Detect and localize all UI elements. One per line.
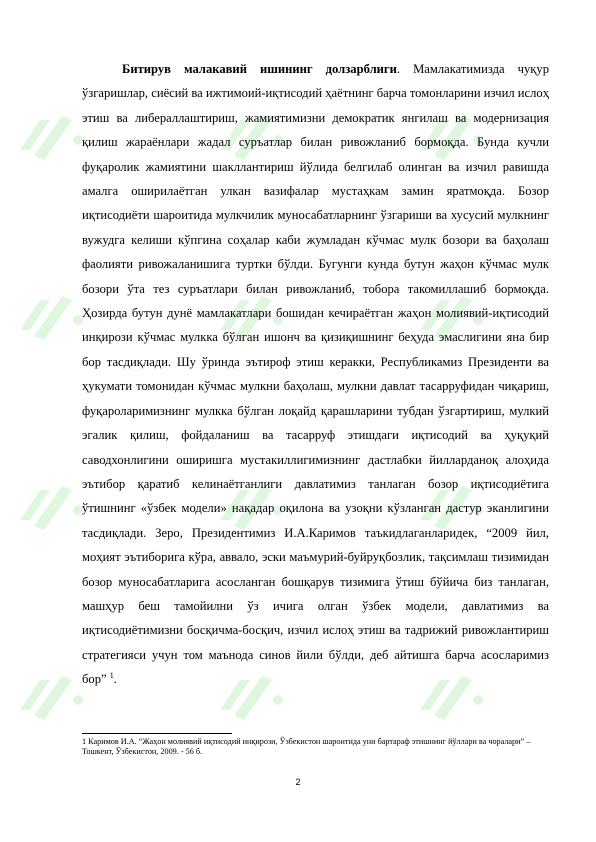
body-paragraph bbox=[82, 57, 549, 692]
footnote-divider bbox=[82, 733, 232, 734]
paragraph-end: . bbox=[113, 672, 117, 687]
paragraph-text: . Мамлакатимизда чуқур ўзгаришлар, сиёсий ва ижтимоий-иқтисодий ҳаётнинг барча томонларини изчил ислоҳ этиш ва либераллаштириш, жамиятимизни демократик янгилаш ва модернизация қилиш жараёнлари жадал суръатлар билан ривожланиб бормоқда. Бунда кучли фуқаролик жамиятини шакллантириш йўлида белгилаб олинган ва изчил равишда амалга оширилаётган улкан вазифалар мустаҳкам замин яратмоқда. Бозор иқтисодиёти шароитида мулкчилик муносабатларнинг ўзгариши ва хусусий мулкнинг вужудга келиши кўпгина соҳалар каби жумладан кўчмас мулк бозори ва баҳолаш фаолияти ривожаланишига туртки бўлди. Бугунги кунда бутун жаҳон кўчмас мулк бозори ўта тез суръатлари билан ривожланиб, тобора такомиллашиб бормоқда. Ҳозирда бутун дунё мамлакатлари бошидан кечираётган жаҳон молиявий-иқтисодий инқирози кўчмас мулкка бўлган ишонч ва қизиқишнинг беҳуда эмаслигини яна бир бор тасдиқлади. Шу ўринда эътироф этиш керакки, Республикамиз Президенти ва ҳукумати томонидан кўчмас мулкни баҳолаш, мулкни давлат тасарруфидан чиқариш, фуқароларимизнинг мулкка бўлган лоқайд қарашларини тубдан ўзгартириш, мулкий эгалик қилиш, фойдаланиш ва тасарруф этишдаги иқтисодий ва ҳуқуқий саводхонлигини оширишга мустакиллигимизнинг дастлабки йилларданоқ алоҳида эътибор қаратиб келинаётганлиги давлатимиз танлаган бозор иқтисодиётига ўтишнинг «ўзбек модели» нақадар оқилона ва узоқни кўзланган дастур эканлигини тасдиқлади. Зеро, Президентимиз И.А.Каримов таъкидлаганларидек, “2009 йил, моҳият эътиборига кўра, аввало, эски маъмурий-буйруқбозлик, тақсимлаш тизимидан бозор муносабатларига асосланган бошқарув тизимига ўтиш бўйича биз танлаган, машҳур беш тамойилни ўз ичига олган ўзбек модели, давлатимиз ва иқтисодиётимизни босқичма-босқич, изчил ислоҳ этиш ва тадрижий ривожлантириш стратегияси учун том маънода синов йили бўлди, деб айтишга барча асосларимиз бор” bbox=[82, 62, 549, 687]
footnote-reference[interactable]: 1 bbox=[109, 670, 114, 680]
footnote-text: 1 Каримов И.А. “Жаҳон молиявий иқтисодий инқирози, Ўзбекистон шароитида уни бартараф этишнинг йўллари ва чоралари” – Тошкент, Ўзбекистон, 2009. - 56 б. bbox=[82, 737, 531, 756]
section-heading: Битирув малакавий ишининг долзарблиги bbox=[122, 62, 397, 76]
page-number: 2 bbox=[295, 777, 301, 787]
